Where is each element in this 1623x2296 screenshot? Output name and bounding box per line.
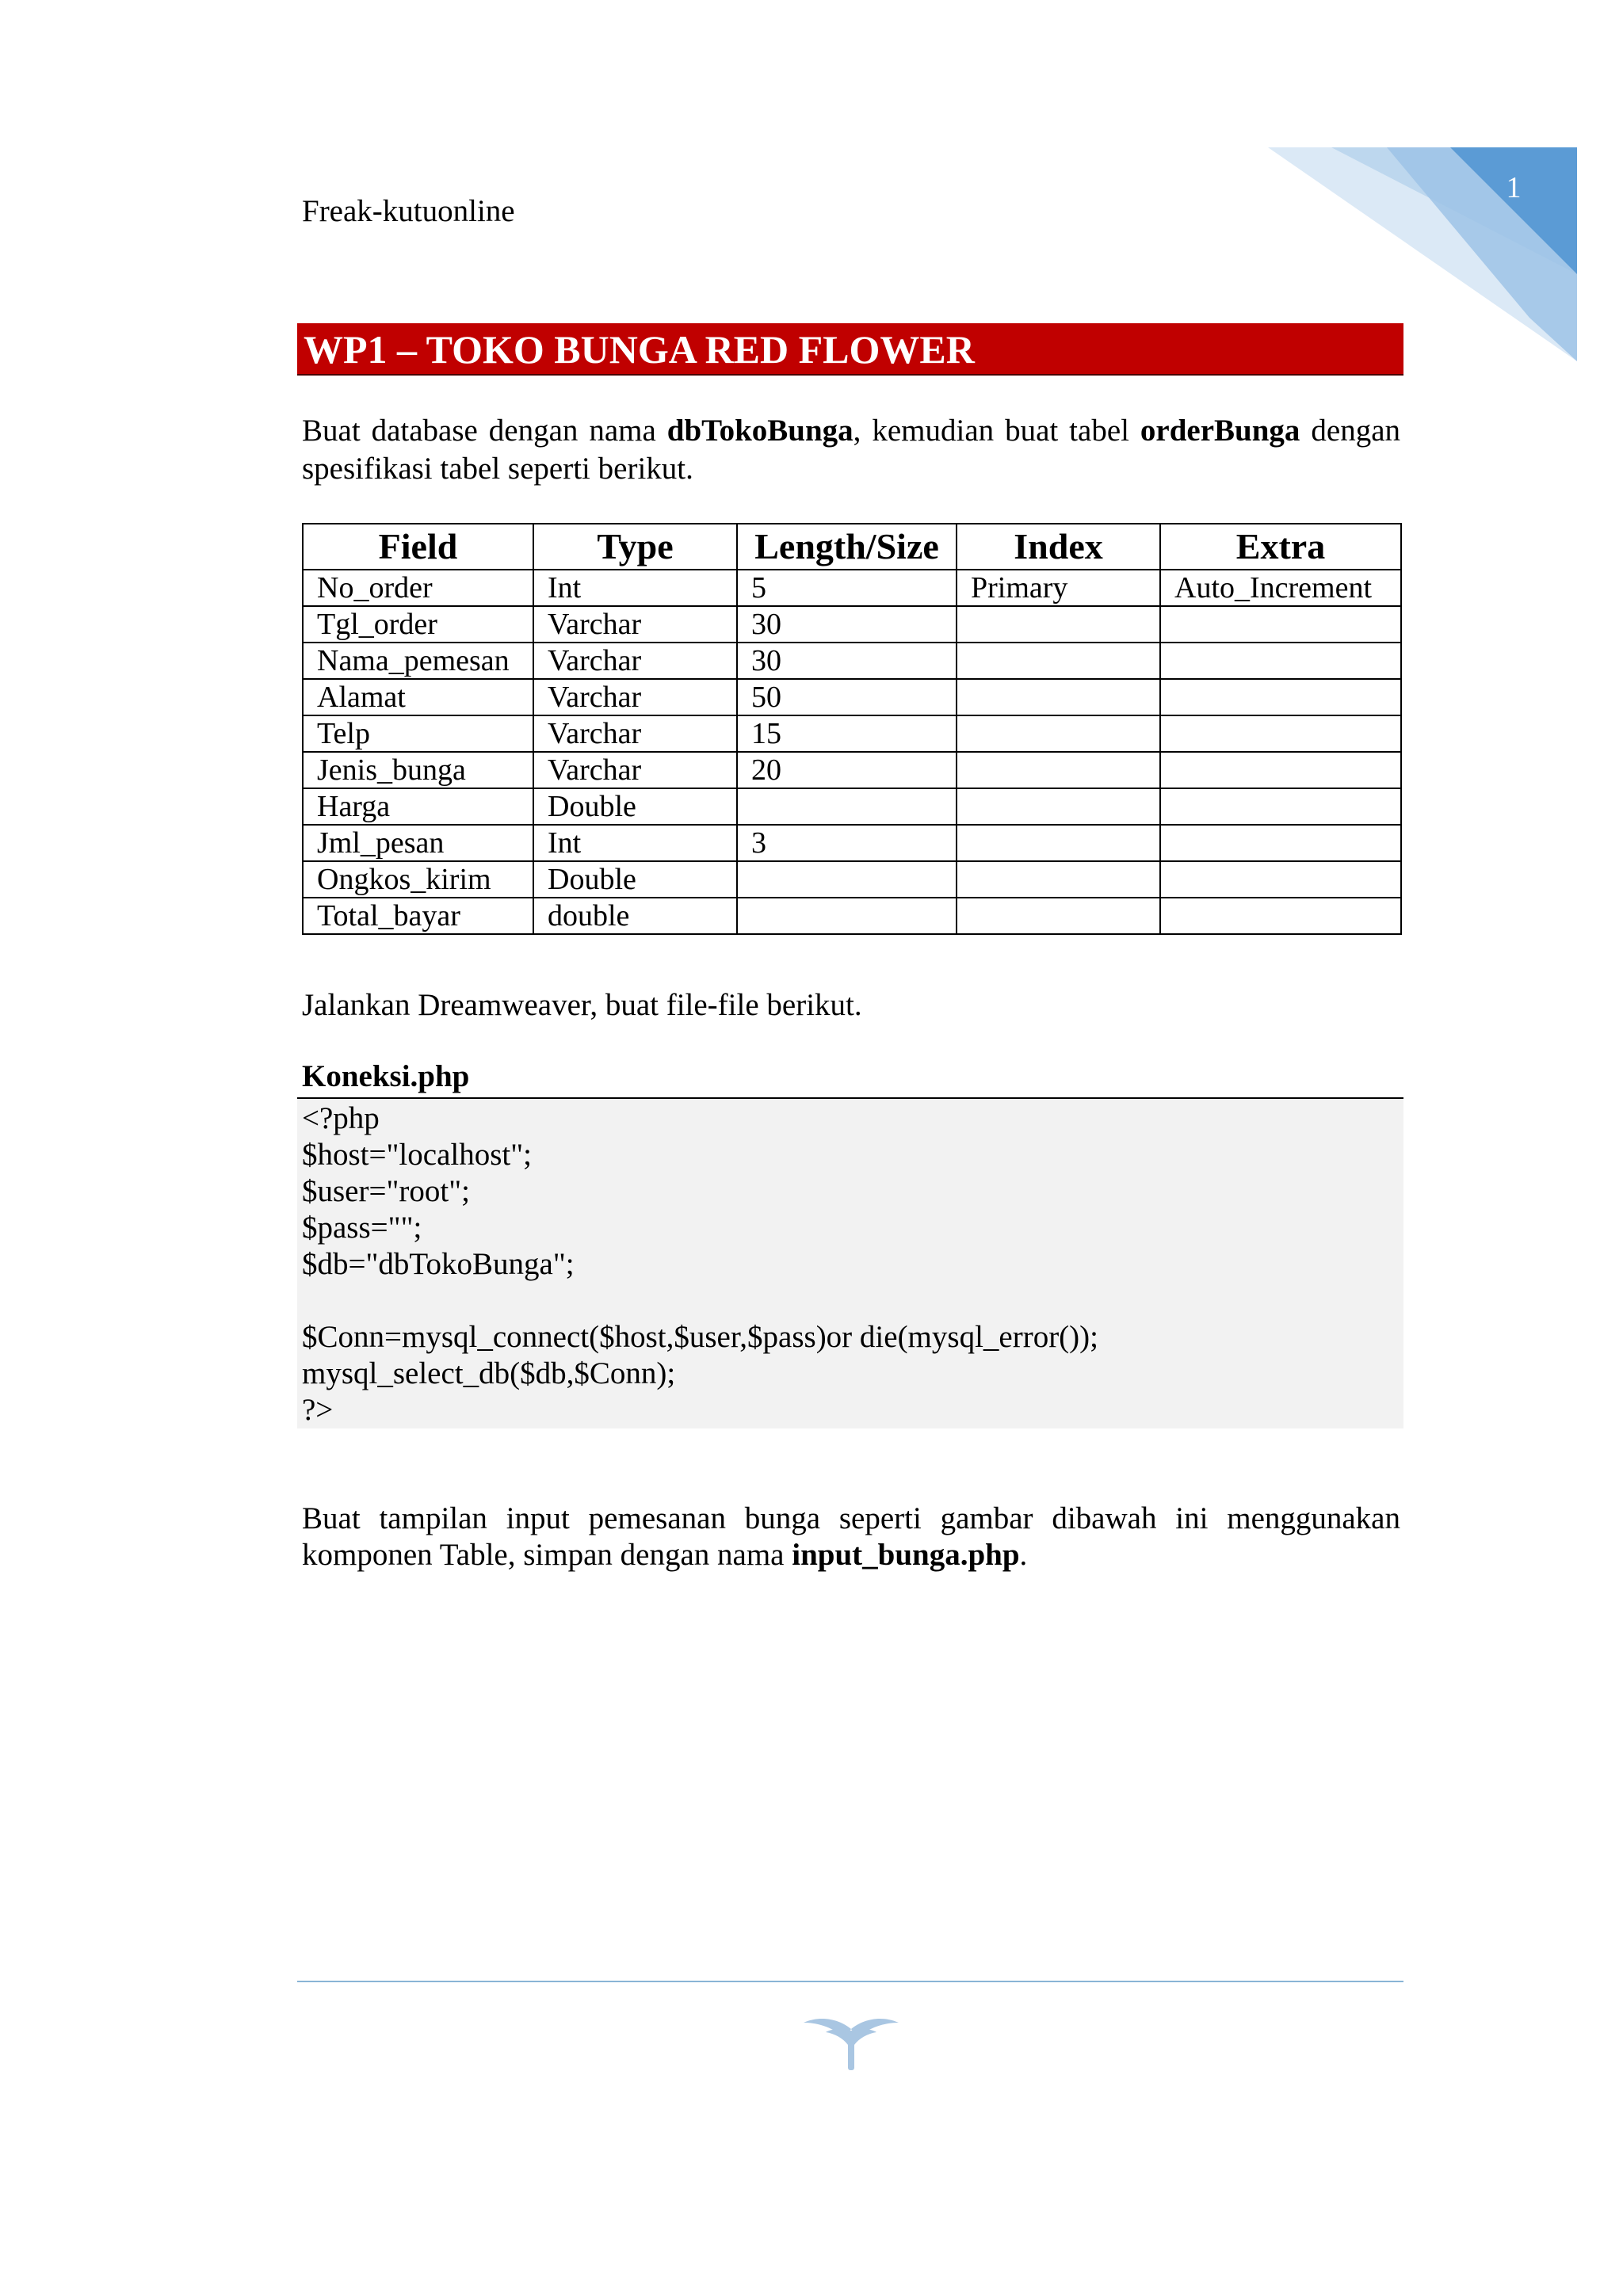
cell-field: Ongkos_kirim (303, 861, 533, 898)
code-line: $pass=""; (302, 1211, 422, 1245)
code-line: $user="root"; (302, 1174, 470, 1208)
site-name: Freak-kutuonline (302, 194, 515, 228)
cell-type: double (533, 898, 737, 934)
cell-length: 15 (737, 715, 957, 752)
cell-extra (1160, 679, 1401, 715)
intro-text-1: Buat database dengan nama (302, 414, 667, 448)
cell-index (957, 898, 1160, 934)
cell-extra (1160, 643, 1401, 679)
cell-type: Varchar (533, 752, 737, 788)
cell-length: 30 (737, 606, 957, 643)
code-line: $Conn=mysql_connect($host,$user,$pass)or die(mysql_error()); (302, 1320, 1098, 1354)
cell-extra (1160, 788, 1401, 825)
cell-length (737, 861, 957, 898)
table-row (303, 570, 1401, 606)
header-length: Length/Size (737, 524, 957, 570)
cell-extra (1160, 715, 1401, 752)
db-name: dbTokoBunga (666, 414, 854, 448)
cell-type: Varchar (533, 679, 737, 715)
table-name: orderBunga (1140, 414, 1300, 448)
cell-type: Varchar (533, 606, 737, 643)
page-number: 1 (1506, 171, 1522, 204)
cell-field: Alamat (303, 679, 533, 715)
cell-type: Varchar (533, 643, 737, 679)
header-index: Index (957, 524, 1160, 570)
cell-field: Total_bayar (303, 898, 533, 934)
instruction-text: Jalankan Dreamweaver, buat file-file berikut. (302, 988, 862, 1022)
cell-length (737, 788, 957, 825)
cell-extra (1160, 825, 1401, 861)
table-row (303, 788, 1401, 825)
table-header-row (303, 524, 1401, 570)
code-file-title: Koneksi.php (302, 1059, 470, 1093)
table-row (303, 715, 1401, 752)
header-extra: Extra (1160, 524, 1401, 570)
table-row (303, 752, 1401, 788)
cell-index (957, 861, 1160, 898)
cell-field: No_order (303, 570, 533, 606)
output-file-name: input_bunga.php (792, 1538, 1020, 1572)
table-row (303, 606, 1401, 643)
cell-field: Nama_pemesan (303, 643, 533, 679)
cell-type: Int (533, 825, 737, 861)
title-banner (297, 323, 1403, 376)
cell-length: 30 (737, 643, 957, 679)
cell-type: Varchar (533, 715, 737, 752)
cell-length (737, 898, 957, 934)
cell-extra (1160, 861, 1401, 898)
page-title: WP1 – TOKO BUNGA RED FLOWER (304, 327, 975, 372)
footer-divider (297, 1981, 1403, 1982)
cell-index (957, 606, 1160, 643)
cell-field: Harga (303, 788, 533, 825)
cell-field: Jenis_bunga (303, 752, 533, 788)
code-line: $db="dbTokoBunga"; (302, 1247, 575, 1281)
cell-index (957, 788, 1160, 825)
cell-extra (1160, 606, 1401, 643)
cell-length: 20 (737, 752, 957, 788)
cell-extra (1160, 898, 1401, 934)
cell-index (957, 679, 1160, 715)
cell-index (957, 752, 1160, 788)
cell-extra (1160, 752, 1401, 788)
table-row (303, 898, 1401, 934)
intro-paragraph (302, 412, 1400, 488)
cell-index (957, 825, 1160, 861)
code-line: <?php (302, 1101, 380, 1135)
cell-field: Jml_pesan (303, 825, 533, 861)
header-type: Type (533, 524, 737, 570)
layout-instruction-paragraph (302, 1501, 1400, 1573)
cell-extra: Auto_Increment (1160, 570, 1401, 606)
code-line: ?> (302, 1393, 334, 1427)
cell-length: 5 (737, 570, 957, 606)
table-row (303, 861, 1401, 898)
code-block (297, 1099, 1403, 1428)
header-field: Field (303, 524, 533, 570)
cell-index: Primary (957, 570, 1160, 606)
cell-length: 50 (737, 679, 957, 715)
cell-index (957, 643, 1160, 679)
spec-table (302, 523, 1402, 935)
table-row (303, 643, 1401, 679)
intro-text-2: , kemudian buat tabel (853, 414, 1140, 448)
flower-logo-icon (802, 2008, 900, 2072)
table-row (303, 825, 1401, 861)
code-line: mysql_select_db($db,$Conn); (302, 1356, 676, 1390)
cell-length: 3 (737, 825, 957, 861)
cell-field: Telp (303, 715, 533, 752)
table-row (303, 679, 1401, 715)
cell-type: Int (533, 570, 737, 606)
cell-index (957, 715, 1160, 752)
cell-field: Tgl_order (303, 606, 533, 643)
intro-text-3: dengan spesifikasi tabel seperti berikut. (302, 414, 1400, 486)
code-line: $host="localhost"; (302, 1138, 532, 1172)
cell-type: Double (533, 788, 737, 825)
para2-text-2: . (1019, 1538, 1028, 1572)
para2-text-1: Buat tampilan input pemesanan bunga seperti gambar dibawah ini menggunakan komponen Table, simpan dengan nama (302, 1501, 1400, 1572)
cell-type: Double (533, 861, 737, 898)
